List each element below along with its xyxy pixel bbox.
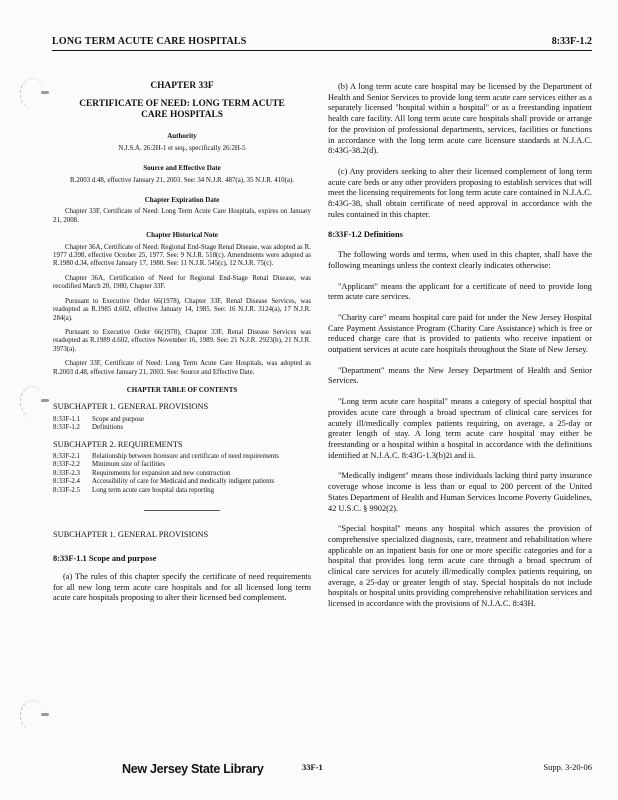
definitions-intro: The following words and terms, when used in this chapter, shall have the following meanings unless the context clearly indicates otherwise: bbox=[328, 250, 592, 270]
toc-subchapter-2: SUBCHAPTER 2. REQUIREMENTS bbox=[53, 439, 183, 449]
definition: "Special hospital" means any hospital which assures the provision of comprehensive specialized diagnosis, care, treatment and rehabilitation where applicable on an inpatient basis for one or more specific categories and for a hospital that provides long term acute care through a broad spectrum of clinical care services for acutely ill/medically complex patients requiring, on average, a 25-day or greater length of stay. Special hospitals do not include hospitals or hospital units providing comprehensive rehabilitation services and licensed in accordance with the provisions of N.J.A.C. 8:43H. bbox=[328, 524, 592, 609]
toc-entry-number: 8:33F-1.1 bbox=[53, 415, 80, 423]
toc-entry-title: Long term acute care hospital data reporting bbox=[92, 486, 215, 494]
toc-entry-number: 8:33F-1.2 bbox=[53, 424, 80, 432]
definition: "Medically indigent" means those individuals lacking third party insurance coverage whose income is less than or equal to 200 percent of the United States Department of Health and Human Services Income Poverty Guidelines, 42 U.S.C. § 9902(2). bbox=[328, 471, 592, 513]
toc-entry-title: Requirements for expansion and new construction bbox=[92, 469, 231, 477]
authority-text: N.J.S.A. 26:2H-1 et seq., specifically 26:2H-5 bbox=[118, 144, 246, 152]
scope-paragraph: (a) The rules of this chapter specify the certificate of need requirements for all new long term acute care hospitals and for all licensed long term acute care hospitals proposing to alter their licensed bed complement. bbox=[53, 571, 311, 603]
library-watermark: New Jersey State Library bbox=[122, 762, 264, 776]
supplement-date: Supp. 3-20-06 bbox=[543, 762, 592, 772]
right-column bbox=[328, 82, 592, 620]
history-note: Pursuant to Executive Order 66(1978), Chapter 33F, Renal Disease Services was readopted as R.1989 d.602, effective November 16, 1989. See: 21 N.J.R. 2923(b), 21 N.J.R. 3973(a). bbox=[53, 328, 311, 353]
subchapter-heading: SUBCHAPTER 1. GENERAL PROVISIONS bbox=[53, 530, 209, 539]
toc-entry[interactable] bbox=[53, 487, 311, 495]
section-heading-definitions: 8:33F-1.2 Definitions bbox=[328, 230, 403, 240]
toc-entry-number: 8:33F-2.4 bbox=[53, 478, 80, 486]
chapter-number: CHAPTER 33F bbox=[150, 81, 214, 91]
toc-entry-number: 8:33F-2.1 bbox=[53, 452, 80, 460]
toc-entry-number: 8:33F-2.5 bbox=[53, 486, 80, 494]
toc-entry-title: Scope and purpose bbox=[92, 415, 145, 423]
toc-entry[interactable] bbox=[53, 416, 311, 424]
history-note: Chapter 36A, Certificate of Need: Regional End-Stage Renal Disease, was adopted as R. 1977 d.398, effective October 25, 1977. See: 9 N.J.R. 518(c). Amendments were adopted as R.1980 d.34, effective January 17, 1980. See: 11 N.J.R. 545(c), 12 N.J.R. 75(c). bbox=[53, 243, 311, 268]
punch-hole-mark bbox=[20, 78, 45, 109]
toc-entry-number: 8:33F-2.3 bbox=[53, 469, 80, 477]
running-header-section: 8:33F-1.2 bbox=[551, 36, 592, 47]
history-note: Chapter 36A, Certification of Need for Regional End-Stage Renal Disease, was recodified March 20, 1980, Chapter 33F. bbox=[53, 274, 311, 291]
toc-entry-title: Definitions bbox=[92, 424, 124, 432]
toc-entry[interactable] bbox=[53, 453, 311, 461]
definition: "Charity care" means hospital care paid for under the New Jersey Hospital Care Payment Assistance Program (Charity Care Assistance) which is free or reduced charge care that is provided to patients who receive inpatient or outpatient services at acute care hospitals throughout the State of New Jersey. bbox=[328, 312, 592, 355]
toc-entry[interactable] bbox=[53, 424, 311, 432]
toc-entry[interactable] bbox=[53, 461, 311, 469]
source-heading: Source and Effective Date bbox=[143, 164, 221, 173]
toc-heading: CHAPTER TABLE OF CONTENTS bbox=[126, 385, 238, 394]
definition: "Long term acute care hospital" means a category of special hospital that provides acute care through a broad spectrum of clinical care services for acutely ill/medically complex patients requiring, on average, a 25-day or greater length of stay. A long term acute care hospital may either be freestanding or a hospital within a hospital in accordance with the definitions identified at N.J.A.C. 8:43G-1.3(b)2i and ii. bbox=[328, 397, 592, 460]
toc-entry-number: 8:33F-2.2 bbox=[53, 461, 80, 469]
page-number: 33F-1 bbox=[302, 762, 323, 772]
paragraph-b: (b) A long term acute care hospital may be licensed by the Department of Health and Senior Services to provide long term acute care services either as a separately licensed "hospital within a hospital" or as a freestanding inpatient health care facility. All long term acute care hospitals shall provide or arrange for the provision of professional departments, services, facilities or functions in accordance with the long term acute care licensure standards at N.J.A.C. 8:43G-38.2(d). bbox=[328, 82, 592, 156]
punch-hole-mark bbox=[20, 386, 45, 417]
toc-entry-title: Minimum size of facilities bbox=[92, 461, 165, 469]
header-rule bbox=[52, 50, 592, 51]
toc-entry-title: Relationship between licensure and certificate of need requirements bbox=[92, 452, 279, 460]
left-column bbox=[53, 82, 311, 604]
section-divider bbox=[144, 510, 220, 511]
history-note: Chapter 33F, Certificate of Need: Long Term Acute Care Hospitals, was adopted as R.2003 d.48, effective January 21, 2003. See: Source and Effective Date. bbox=[53, 360, 311, 376]
toc-entry[interactable] bbox=[53, 470, 311, 478]
toc-entry-title: Accessibility of care for Medicaid and medically indigent patients bbox=[92, 478, 275, 486]
toc-entry[interactable] bbox=[53, 478, 311, 486]
source-text: R.2003 d.48, effective January 21, 2003. See: 34 N.J.R. 487(a), 35 N.J.R. 410(a). bbox=[70, 176, 294, 184]
section-heading-scope: 8:33F-1.1 Scope and purpose bbox=[53, 554, 157, 564]
running-header-title: LONG TERM ACUTE CARE HOSPITALS bbox=[52, 36, 247, 47]
expiration-text: Chapter 33F, Certificate of Need: Long Term Acute Care Hospitals, expires on January 21, 2008. bbox=[53, 208, 311, 224]
chapter-title: CERTIFICATE OF NEED: LONG TERM ACUTE CARE HOSPITALS bbox=[79, 99, 285, 121]
expiration-heading: Chapter Expiration Date bbox=[144, 196, 220, 205]
authority-heading: Authority bbox=[167, 132, 197, 141]
history-note: Pursuant to Executive Order 66(1978), Chapter 33F, Renal Disease Services, was readopted as R.1985 d.602, effective January 14, 1985. See: 16 N.J.R. 3124(a), 17 N.J.R. 284(a). bbox=[53, 297, 311, 322]
history-heading: Chapter Historical Note bbox=[146, 231, 218, 240]
toc-subchapter-1: SUBCHAPTER 1. GENERAL PROVISIONS bbox=[53, 402, 209, 412]
paragraph-c: (c) Any providers seeking to alter their licensed complement of long term acute care beds or any other providers proposing to establish services that will meet the licensing requirements for long term acute care contained in N.J.A.C. 8:43G-38, shall obtain certificate of need approval in accordance with the rules contained in this chapter. bbox=[328, 166, 592, 219]
punch-hole-mark bbox=[20, 700, 45, 731]
definition: "Department" means the New Jersey Department of Health and Senior Services. bbox=[328, 365, 592, 386]
definition: "Applicant" means the applicant for a certificate of need to provide long term acute care services. bbox=[328, 281, 592, 302]
